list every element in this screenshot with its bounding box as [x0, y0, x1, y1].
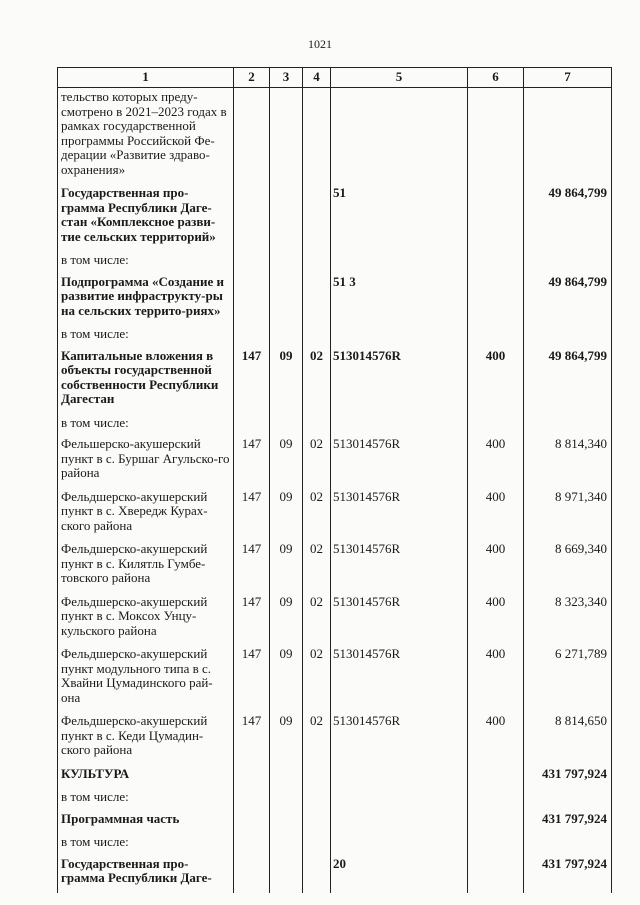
item-name-cell: Фельдшерско-акушерский пункт модульного типа в с. Хвайни Цумадинского рай-она: [58, 645, 234, 712]
target-code-cell: 51: [331, 184, 468, 251]
expense-type-cell: 400: [468, 593, 524, 646]
expense-type-cell: [468, 855, 524, 893]
expense-type-cell: [468, 414, 524, 436]
table-row: [58, 540, 612, 593]
item-name-cell: в том числе:: [58, 833, 234, 855]
expense-type-cell: 400: [468, 645, 524, 712]
table-row: [58, 712, 612, 765]
code-3-cell: [270, 251, 303, 273]
target-code-cell: 513014576R: [331, 540, 468, 593]
code-3-cell: [270, 810, 303, 834]
code-2-cell: [234, 833, 270, 855]
budget-table: [57, 67, 612, 893]
code-2-cell: [234, 184, 270, 251]
column-header-6: 6: [468, 68, 524, 88]
amount-cell: 8 814,650: [524, 712, 612, 765]
code-4-cell: [303, 184, 331, 251]
code-4-cell: [303, 414, 331, 436]
code-2-cell: 147: [234, 540, 270, 593]
table-row: [58, 833, 612, 855]
code-3-cell: 09: [270, 540, 303, 593]
item-name-cell: Фельдшерско-акушерский пункт в с. Хвередж Курах-ского района: [58, 488, 234, 541]
item-name-cell: Капитальные вложения в объекты государственной собственности Республики Дагестан: [58, 347, 234, 414]
code-3-cell: [270, 833, 303, 855]
column-header-3: 3: [270, 68, 303, 88]
code-2-cell: [234, 810, 270, 834]
expense-type-cell: 400: [468, 540, 524, 593]
table-body: [58, 88, 612, 893]
expense-type-cell: [468, 184, 524, 251]
code-2-cell: [234, 765, 270, 789]
amount-cell: 431 797,924: [524, 810, 612, 834]
table-row: [58, 645, 612, 712]
code-4-cell: [303, 88, 331, 185]
expense-type-cell: 400: [468, 488, 524, 541]
item-name-cell: в том числе:: [58, 325, 234, 347]
table-row: [58, 347, 612, 414]
expense-type-cell: [468, 88, 524, 185]
code-3-cell: 09: [270, 435, 303, 488]
code-3-cell: [270, 273, 303, 326]
code-3-cell: 09: [270, 488, 303, 541]
target-code-cell: 513014576R: [331, 347, 468, 414]
item-name-cell: в том числе:: [58, 788, 234, 810]
target-code-cell: 513014576R: [331, 645, 468, 712]
code-2-cell: 147: [234, 435, 270, 488]
amount-cell: [524, 251, 612, 273]
item-name-cell: Фельшерско-акушерский пункт в с. Буршаг Агульско-го района: [58, 435, 234, 488]
table-row: [58, 325, 612, 347]
table-header-row: [58, 68, 612, 88]
code-3-cell: 09: [270, 712, 303, 765]
target-code-cell: 51 3: [331, 273, 468, 326]
target-code-cell: [331, 414, 468, 436]
table-row: [58, 593, 612, 646]
table-row: [58, 414, 612, 436]
code-2-cell: [234, 788, 270, 810]
item-name-cell: Подпрограмма «Создание и развитие инфраструкту-ры на сельских террито-риях»: [58, 273, 234, 326]
item-name-cell: КУЛЬТУРА: [58, 765, 234, 789]
expense-type-cell: [468, 251, 524, 273]
expense-type-cell: [468, 325, 524, 347]
expense-type-cell: [468, 810, 524, 834]
amount-cell: 8 971,340: [524, 488, 612, 541]
code-2-cell: 147: [234, 593, 270, 646]
table-row: [58, 273, 612, 326]
amount-cell: 6 271,789: [524, 645, 612, 712]
code-3-cell: [270, 414, 303, 436]
expense-type-cell: [468, 788, 524, 810]
target-code-cell: 513014576R: [331, 712, 468, 765]
code-3-cell: [270, 88, 303, 185]
code-4-cell: 02: [303, 347, 331, 414]
table-row: [58, 788, 612, 810]
code-3-cell: [270, 788, 303, 810]
column-header-5: 5: [331, 68, 468, 88]
item-name-cell: Фельдшерско-акушерский пункт в с. Моксох Унцу-кульского района: [58, 593, 234, 646]
code-4-cell: [303, 810, 331, 834]
amount-cell: 431 797,924: [524, 765, 612, 789]
expense-type-cell: 400: [468, 712, 524, 765]
target-code-cell: [331, 788, 468, 810]
table-row: [58, 251, 612, 273]
target-code-cell: 513014576R: [331, 593, 468, 646]
expense-type-cell: 400: [468, 347, 524, 414]
table-row: [58, 855, 612, 893]
target-code-cell: [331, 88, 468, 185]
code-3-cell: [270, 765, 303, 789]
amount-cell: [524, 788, 612, 810]
code-4-cell: [303, 273, 331, 326]
item-name-cell: Государственная про-грамма Республики Даге-: [58, 855, 234, 893]
amount-cell: 431 797,924: [524, 855, 612, 893]
expense-type-cell: [468, 765, 524, 789]
item-name-cell: Программная часть: [58, 810, 234, 834]
amount-cell: [524, 325, 612, 347]
item-name-cell: Фельдшерско-акушерский пункт в с. Кеди Цумадин-ского района: [58, 712, 234, 765]
code-4-cell: 02: [303, 712, 331, 765]
code-3-cell: [270, 855, 303, 893]
target-code-cell: [331, 833, 468, 855]
code-3-cell: 09: [270, 645, 303, 712]
table-row: [58, 88, 612, 185]
item-name-cell: тельство которых преду-смотрено в 2021–2023 годах в рамках государственной программы Российской Фе-дерации «Развитие здраво-охранения»: [58, 88, 234, 185]
table-row: [58, 184, 612, 251]
expense-type-cell: [468, 833, 524, 855]
column-header-1: 1: [58, 68, 234, 88]
expense-type-cell: 400: [468, 435, 524, 488]
item-name-cell: Государственная про-грамма Республики Даге-стан «Комплексное разви-тие сельских территорий»: [58, 184, 234, 251]
item-name-cell: Фельдшерско-акушерский пункт в с. Килятль Гумбе-товского района: [58, 540, 234, 593]
code-2-cell: [234, 414, 270, 436]
code-2-cell: [234, 251, 270, 273]
amount-cell: [524, 88, 612, 185]
code-4-cell: 02: [303, 488, 331, 541]
code-2-cell: 147: [234, 712, 270, 765]
code-2-cell: 147: [234, 347, 270, 414]
table-row: [58, 765, 612, 789]
amount-cell: 8 669,340: [524, 540, 612, 593]
code-3-cell: 09: [270, 347, 303, 414]
target-code-cell: [331, 810, 468, 834]
target-code-cell: 513014576R: [331, 435, 468, 488]
target-code-cell: 20: [331, 855, 468, 893]
page-number: 1021: [308, 37, 332, 51]
code-3-cell: [270, 325, 303, 347]
amount-cell: 49 864,799: [524, 347, 612, 414]
code-3-cell: 09: [270, 593, 303, 646]
column-header-2: 2: [234, 68, 270, 88]
amount-cell: 49 864,799: [524, 273, 612, 326]
amount-cell: 8 814,340: [524, 435, 612, 488]
target-code-cell: [331, 251, 468, 273]
code-3-cell: [270, 184, 303, 251]
amount-cell: [524, 414, 612, 436]
code-4-cell: [303, 855, 331, 893]
table-row: [58, 435, 612, 488]
code-2-cell: 147: [234, 645, 270, 712]
amount-cell: [524, 833, 612, 855]
amount-cell: 49 864,799: [524, 184, 612, 251]
item-name-cell: в том числе:: [58, 251, 234, 273]
table-row: [58, 488, 612, 541]
code-4-cell: 02: [303, 540, 331, 593]
code-4-cell: 02: [303, 645, 331, 712]
code-2-cell: [234, 273, 270, 326]
code-4-cell: [303, 325, 331, 347]
code-2-cell: 147: [234, 488, 270, 541]
code-4-cell: 02: [303, 435, 331, 488]
expense-type-cell: [468, 273, 524, 326]
table-row: [58, 810, 612, 834]
code-2-cell: [234, 88, 270, 185]
target-code-cell: 513014576R: [331, 488, 468, 541]
target-code-cell: [331, 765, 468, 789]
code-2-cell: [234, 325, 270, 347]
code-4-cell: [303, 251, 331, 273]
code-4-cell: [303, 788, 331, 810]
target-code-cell: [331, 325, 468, 347]
code-4-cell: [303, 765, 331, 789]
code-4-cell: [303, 833, 331, 855]
amount-cell: 8 323,340: [524, 593, 612, 646]
column-header-4: 4: [303, 68, 331, 88]
code-2-cell: [234, 855, 270, 893]
item-name-cell: в том числе:: [58, 414, 234, 436]
column-header-7: 7: [524, 68, 612, 88]
code-4-cell: 02: [303, 593, 331, 646]
